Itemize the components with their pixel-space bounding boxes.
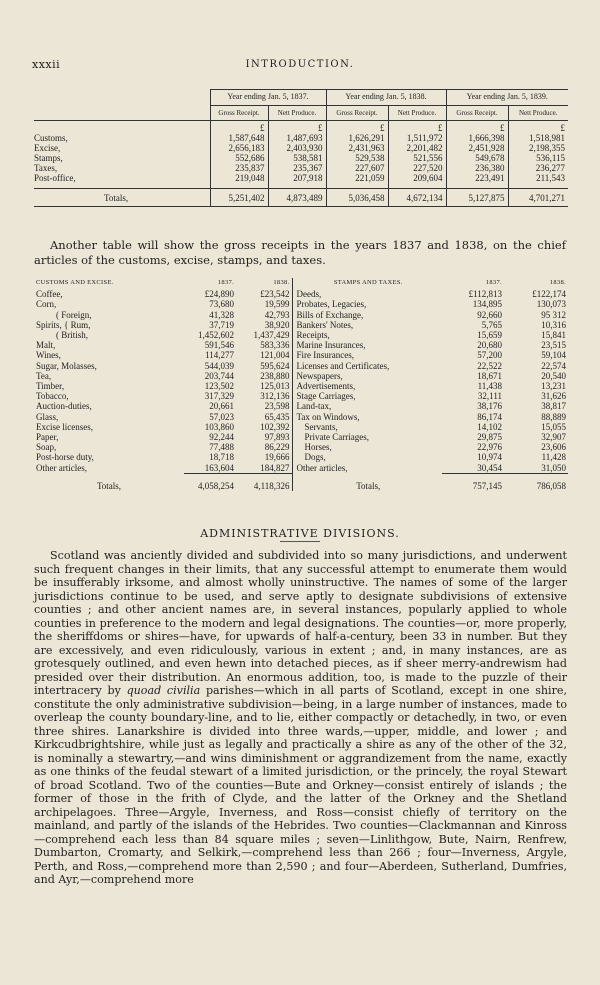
value-cell: 102,392 (260, 421, 290, 432)
table-row-totals (34, 189, 568, 207)
year-1837-heading: 1837. (217, 279, 234, 286)
body-text: parishes—which in all parts of Scotland, except in one shire, constitute the only administrative subdivision—being, in a large number of instances, made to overleap the county boundary-line, and to lie, either compactly or detachedly, in two, or even three shires. Lanarkshire is divided into three wards,—upper, middle, and lower ; and Kirkcudbrightshire, while just as legally and practically a shire as any of the other of the 32, is nominally a stewartry,—and wins diminishment or aggrandizement from the name, exactly as one thinks of the feudal stewart of a limited jurisdiction, or the princely, the royal Stewart of broad Scotland. Two of the counties—Bute and Orkney—consist entirely of islands ; the former of those in the frith of Clyde, and the latter of the Orkney and the Shetland archipelagoes. Three—Argyle, Inverness, and Ross—consist chiefly of territory on the mainland, and partly of the islands of the Hebrides. Two counties—Clackmannan and Kinross—comprehend each less than 84 square miles ; seven—Linlithgow, Bute, Nairn, Renfrew, Dumbarton, Cromarty, and Selkirk,—comprehend less than 266 ; four—Inverness, Argyle, Perth, and Ross,—comprehend more than 2,590 ; and four—Aberdeen, Sutherland, Dumfries, and Ayr,—comprehend more (34, 684, 567, 886)
value-cell: 10,974 (477, 452, 502, 463)
row-label: Spirits, { Rum, (36, 319, 91, 330)
row-label: Paper, (36, 432, 59, 443)
stamps-taxes-heading: STAMPS AND TAXES. (292, 278, 442, 289)
subheader-nett: Nett Produce. (508, 106, 568, 121)
row-label: Other articles, (36, 462, 87, 473)
row-label: Licenses and Certificates, (292, 361, 442, 371)
table-row (34, 320, 568, 330)
value-cell: 121,004 (260, 350, 290, 361)
currency-mark: £ (326, 121, 388, 134)
table-row (34, 361, 568, 371)
value-cell: 57,023 (209, 411, 234, 422)
table-row (34, 401, 568, 411)
value-cell: 209,604 (388, 173, 446, 189)
value-cell: £122,174 (532, 289, 566, 300)
value-cell: 37,719 (209, 319, 234, 330)
value-cell: 549,678 (446, 153, 508, 163)
row-label: Coffee, (36, 289, 63, 300)
value-cell: 77,488 (209, 442, 234, 453)
value-cell: £23,542 (260, 289, 290, 300)
value-cell: 211,543 (508, 173, 568, 189)
value-cell: 219,048 (210, 173, 268, 189)
totals-label: Totals, (34, 189, 210, 207)
value-cell: 2,201,482 (388, 143, 446, 153)
body-paragraph (34, 549, 567, 887)
value-cell: 59,104 (541, 350, 566, 361)
value-cell: 88,889 (541, 411, 566, 422)
row-label: Malt, (36, 340, 56, 351)
value-cell: 31,050 (541, 462, 566, 473)
currency-mark: £ (446, 121, 508, 134)
value-cell: 65,435 (264, 411, 290, 422)
value-cell: 42,793 (264, 309, 290, 320)
value-cell: 2,451,928 (446, 143, 508, 153)
table-row (34, 452, 568, 462)
value-cell: 23,515 (541, 340, 566, 351)
year-1838-heading: 1838. (273, 279, 290, 286)
table-row (34, 371, 568, 381)
subheader-nett: Nett Produce. (388, 106, 446, 121)
value-cell: 130,073 (536, 299, 566, 310)
value-cell: 123,502 (204, 381, 234, 392)
value-cell: 221,059 (326, 173, 388, 189)
total-cell: 4,058,254 (184, 473, 236, 491)
total-cell: 4,873,489 (268, 189, 326, 207)
section-title: ADMINISTRATIVE DIVISIONS. (200, 527, 400, 540)
page-header (32, 58, 568, 74)
table-row (34, 422, 568, 432)
value-cell: 86,229 (264, 442, 290, 453)
value-cell: 2,198,355 (508, 143, 568, 153)
value-cell: 1,518,981 (508, 133, 568, 143)
value-cell: 238,880 (260, 370, 290, 381)
table-row (34, 463, 568, 474)
value-cell: £24,890 (204, 289, 234, 300)
title-rule (280, 541, 320, 542)
value-cell: 1,626,291 (326, 133, 388, 143)
row-label: Timber, (36, 381, 65, 392)
row-label: Taxes, (34, 163, 58, 173)
customs-excise-heading: CUSTOMS AND EXCISE. (36, 279, 114, 286)
row-label: Customs, (34, 133, 68, 143)
value-cell: 1,511,972 (388, 133, 446, 143)
row-label: Dogs, (292, 452, 442, 462)
table-row (34, 173, 568, 189)
row-label: Stage Carriages, (292, 391, 442, 401)
row-label: Private Carriages, (292, 432, 442, 442)
value-cell: 15,659 (477, 330, 502, 341)
subheader-gross: Gross Receipt. (446, 106, 508, 121)
year-1838-heading: 1838. (549, 279, 566, 286)
row-label: Probates, Legacies, (292, 299, 442, 309)
row-label: Receipts, (292, 330, 442, 340)
value-cell: 95 312 (541, 309, 566, 320)
value-cell: 114,277 (205, 350, 234, 361)
table-row (34, 289, 568, 299)
value-cell: 536,115 (508, 153, 568, 163)
value-cell: 32,111 (477, 391, 502, 402)
value-cell: 235,367 (268, 163, 326, 173)
running-title: INTRODUCTION. (245, 59, 355, 70)
value-cell: 1,487,693 (268, 133, 326, 143)
subheader-gross: Gross Receipt. (210, 106, 268, 121)
value-cell: 1,437,429 (253, 330, 290, 341)
table-row (34, 153, 568, 163)
value-cell: 20,680 (477, 340, 502, 351)
intro-paragraph: Another table will show the gross receipts in the years 1837 and 1838, on the chief articles of the customs, excise, stamps, and taxes. (34, 238, 566, 267)
value-cell: 18,671 (477, 370, 502, 381)
row-label: Fire Insurances, (292, 350, 442, 360)
table-row (34, 381, 568, 391)
value-cell: 92,660 (477, 309, 502, 320)
row-label: Wines, (36, 350, 61, 361)
table-row (34, 432, 568, 442)
value-cell: 20,661 (209, 401, 234, 412)
value-cell: 312,136 (260, 391, 290, 402)
value-cell: 31,626 (541, 391, 566, 402)
row-label: Land-tax, (292, 401, 442, 411)
total-cell: 757,145 (442, 473, 504, 491)
totals-label: Totals, (292, 473, 442, 491)
row-label: Stamps, (34, 153, 63, 163)
value-cell: 57,200 (477, 350, 502, 361)
currency-mark: £ (268, 121, 326, 134)
subheader-gross: Gross Receipt. (326, 106, 388, 121)
value-cell: 595,624 (260, 360, 290, 371)
row-label: Tea, (36, 370, 52, 381)
currency-mark: £ (210, 121, 268, 134)
value-cell: 23,606 (541, 442, 566, 453)
row-label: ( Foreign, (56, 309, 92, 320)
value-cell: 15,055 (541, 421, 566, 432)
value-cell: 73,680 (209, 299, 234, 310)
value-cell: 15,841 (541, 330, 566, 341)
value-cell: 529,538 (326, 153, 388, 163)
row-label: Advertisements, (292, 381, 442, 391)
value-cell: £112,813 (468, 289, 502, 300)
value-cell: 1,587,648 (210, 133, 268, 143)
table-row (34, 143, 568, 153)
value-cell: 92,244 (209, 432, 234, 443)
value-cell: 236,277 (508, 163, 568, 173)
page-number: xxxii (32, 58, 61, 71)
body-text: Scotland was anciently divided and subdivided into so many jurisdictions, and underwent such frequent changes in their limits, that any successful attempt to enumerate them would be insufferably irksome, and almost wholly uninstructive. The names of some of the larger jurisdictions continue to be used, and serve aptly to designate subdivisions of extensive counties ; and other ancient names are, in several instances, popularly applied to whole counties in preference to the modern and legal designations. The counties—or, more properly, the sheriffdoms or shires—have, for upwards of half-a-century, been 33 in number. But they are excessively, and even ridiculously, various in extent ; and, in many instances, are as grotesquely outlined, and even hewn into detached pieces, as if sheer merry-andrewism had presided over their distribution. An enormous addition, too, is made to the puzzle of their intertracery by (34, 549, 567, 697)
row-label: Tax on Windows, (292, 412, 442, 422)
value-cell: 19,666 (264, 452, 290, 463)
value-cell: 134,895 (472, 299, 502, 310)
row-label: Horses, (292, 442, 442, 452)
year-header-1837: Year ending Jan. 5, 1837. (210, 90, 326, 106)
subheader-nett: Nett Produce. (268, 106, 326, 121)
value-cell: 227,607 (326, 163, 388, 173)
currency-mark: £ (388, 121, 446, 134)
value-cell: 552,686 (210, 153, 268, 163)
value-cell: 538,581 (268, 153, 326, 163)
table-row (34, 133, 568, 143)
value-cell: 19,599 (264, 299, 290, 310)
value-cell: 11,428 (541, 452, 566, 463)
row-label: Glass, (36, 411, 59, 422)
total-cell: 786,058 (504, 473, 568, 491)
table-row (34, 340, 568, 350)
revenue-table (34, 89, 568, 207)
value-cell: 103,860 (204, 421, 234, 432)
row-label: Bills of Exchange, (292, 310, 442, 320)
row-label: Servants, (292, 422, 442, 432)
row-label: Soap, (36, 442, 57, 453)
value-cell: 38,817 (541, 401, 566, 412)
table-row-totals (34, 473, 568, 491)
value-cell: 184,827 (260, 462, 290, 473)
gross-receipts-table (34, 278, 568, 491)
value-cell: 235,837 (210, 163, 268, 173)
value-cell: 32,907 (541, 432, 566, 443)
value-cell: 22,522 (477, 360, 502, 371)
value-cell: 2,656,183 (210, 143, 268, 153)
table-row (34, 299, 568, 309)
row-label: Post-horse duty, (36, 452, 94, 463)
total-cell: 4,118,326 (236, 473, 292, 491)
row-label: Excise licenses, (36, 421, 93, 432)
value-cell: 38,920 (264, 319, 290, 330)
row-label: Sugar, Molasses, (36, 360, 97, 371)
value-cell: 207,918 (268, 173, 326, 189)
total-cell: 4,701,271 (508, 189, 568, 207)
row-label: ( British, (56, 330, 89, 341)
total-cell: 4,672,134 (388, 189, 446, 207)
row-label: Marine Insurances, (292, 340, 442, 350)
value-cell: 544,039 (204, 360, 234, 371)
value-cell: 11,438 (477, 381, 502, 392)
row-label: Newspapers, (292, 371, 442, 381)
value-cell: 22,574 (541, 360, 566, 371)
value-cell: 97,893 (264, 432, 290, 443)
table-row (34, 330, 568, 340)
value-cell: 10,316 (541, 319, 566, 330)
table-row (34, 310, 568, 320)
table-row (34, 442, 568, 452)
value-cell: 583,336 (260, 340, 290, 351)
row-label: Tobacco, (36, 391, 69, 402)
value-cell: 13,231 (541, 381, 566, 392)
value-cell: 1,666,398 (446, 133, 508, 143)
row-label: Corn, (36, 299, 57, 310)
value-cell: 2,431,963 (326, 143, 388, 153)
value-cell: 163,604 (204, 462, 234, 473)
value-cell: 20,540 (541, 370, 566, 381)
value-cell: 86,174 (477, 411, 502, 422)
row-label: Excise, (34, 143, 61, 153)
value-cell: 14,102 (477, 421, 502, 432)
year-1837-heading: 1837. (485, 279, 502, 286)
total-cell: 5,127,875 (446, 189, 508, 207)
currency-mark: £ (508, 121, 568, 134)
value-cell: 223,491 (446, 173, 508, 189)
value-cell: 236,380 (446, 163, 508, 173)
row-label: Auction-duties, (36, 401, 92, 412)
table-row (34, 391, 568, 401)
value-cell: 203,744 (204, 370, 234, 381)
total-cell: 5,036,458 (326, 189, 388, 207)
year-header-1838: Year ending Jan. 5, 1838. (326, 90, 446, 106)
value-cell: 18,718 (209, 452, 234, 463)
value-cell: 317,329 (204, 391, 234, 402)
year-header-1839: Year ending Jan. 5, 1839. (446, 90, 568, 106)
value-cell: 125,013 (260, 381, 290, 392)
body-italic: quoad civilia (126, 684, 201, 697)
value-cell: 30,454 (477, 462, 502, 473)
value-cell: 23,598 (264, 401, 290, 412)
totals-label: Totals, (96, 480, 122, 491)
table-row (34, 163, 568, 173)
value-cell: 22,976 (477, 442, 502, 453)
table-row (34, 350, 568, 360)
row-label: Other articles, (292, 463, 442, 474)
value-cell: 41,328 (209, 309, 234, 320)
value-cell: 227,520 (388, 163, 446, 173)
table-row (34, 412, 568, 422)
value-cell: 38,176 (477, 401, 502, 412)
row-label: Bankers' Notes, (292, 320, 442, 330)
value-cell: 5,765 (481, 319, 502, 330)
total-cell: 5,251,402 (210, 189, 268, 207)
row-label: Deeds, (292, 289, 442, 299)
value-cell: 2,403,930 (268, 143, 326, 153)
value-cell: 521,556 (388, 153, 446, 163)
row-label: Post-office, (34, 173, 76, 183)
value-cell: 591,546 (204, 340, 234, 351)
value-cell: 1,452,602 (198, 330, 234, 341)
value-cell: 29,875 (477, 432, 502, 443)
